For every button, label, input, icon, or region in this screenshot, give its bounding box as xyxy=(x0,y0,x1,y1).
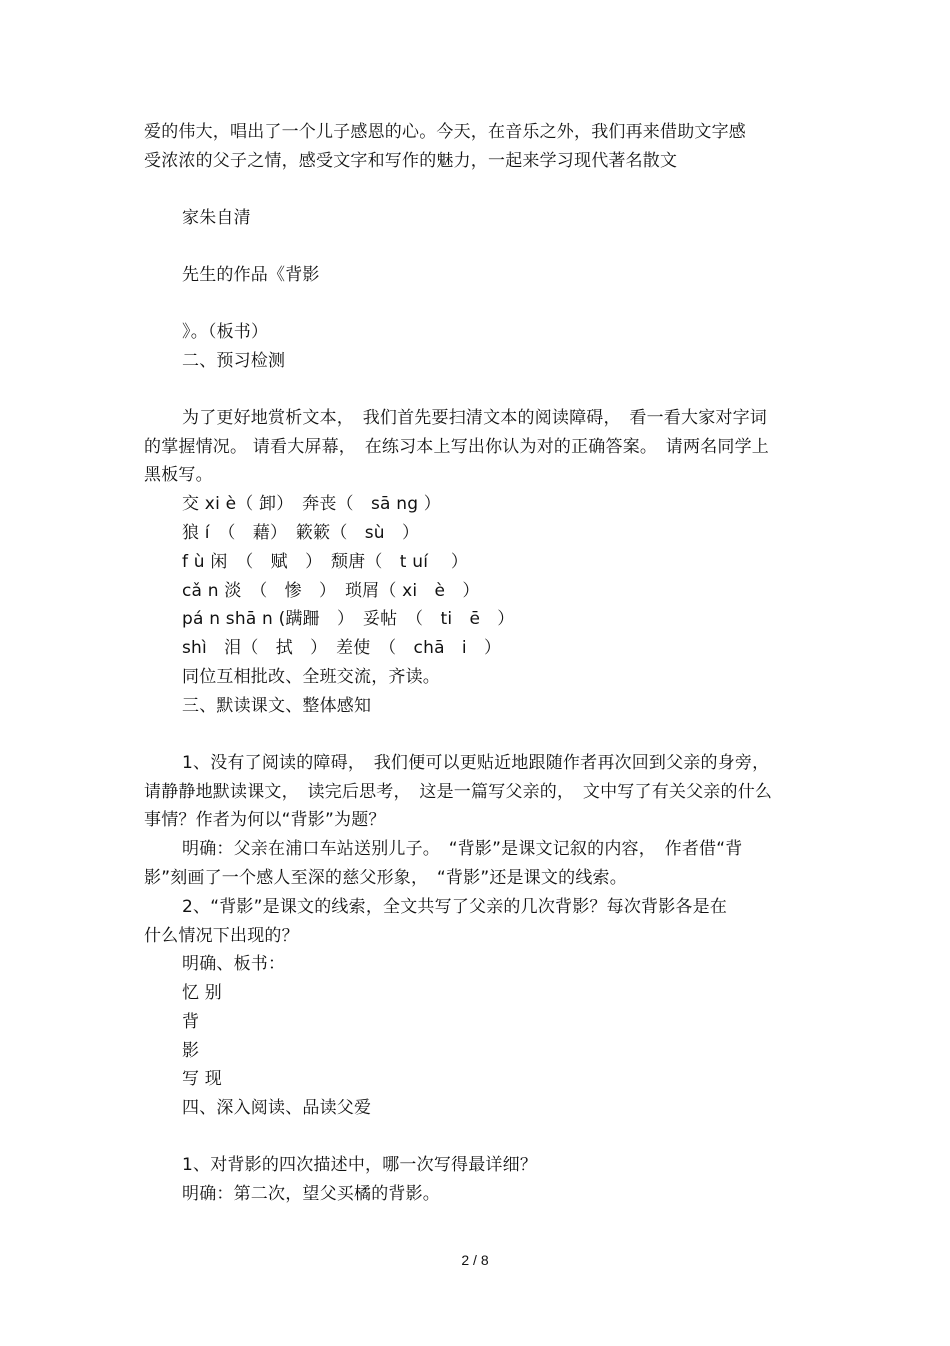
section-heading: 二、预习检测 xyxy=(182,351,286,371)
text-line: 受浓浓的父子之情，感受文字和写作的魅力，一起来学习现代著名散文 xyxy=(144,151,678,171)
vocab-line: pá n shā n (蹒跚 ） 妥帖 （ ti ē ） xyxy=(182,609,515,629)
vocab-line: cǎ n 淡 （ 惨 ） 琐屑（ xi è ） xyxy=(182,581,480,601)
text-line: 同位互相批改、全班交流，齐读。 xyxy=(182,667,440,687)
text-line: 请静静地默读课文， 读完后思考， 这是一篇写父亲的， 文中写了有关父亲的什么 xyxy=(144,782,773,802)
section-heading: 三、默读课文、整体感知 xyxy=(182,696,372,716)
text-line: 的掌握情况。 请看大屏幕， 在练习本上写出你认为对的正确答案。 请两名同学上 xyxy=(144,437,770,457)
board-note: 影 xyxy=(182,1041,200,1061)
text-line: 黑板写。 xyxy=(144,465,213,485)
text-line: 明确：父亲在浦口车站送别儿子。 “背影”是课文记叙的内容， 作者借“背 xyxy=(182,839,743,859)
text-line: 明确、板书： xyxy=(182,954,286,974)
text-line: 事情？作者为何以“背影”为题？ xyxy=(144,810,386,830)
section-heading: 四、深入阅读、品读父爱 xyxy=(182,1098,372,1118)
text-line: 什么情况下出现的？ xyxy=(144,926,299,946)
page-number: 2 / 8 xyxy=(461,1252,489,1268)
vocab-line: 狼 í （ 藉） 簌簌（ sù ） xyxy=(182,523,420,543)
board-note: 忆 别 xyxy=(182,983,223,1003)
board-note: 背 xyxy=(182,1012,200,1032)
text-line: 影”刻画了一个感人至深的慈父形象， “背影”还是课文的线索。 xyxy=(144,868,627,888)
text-line: 先生的作品《背影 xyxy=(182,265,320,285)
vocab-line: shì 泪（ 拭 ） 差使 （ chā i ） xyxy=(182,638,502,658)
text-line: 明确：第二次，望父买橘的背影。 xyxy=(182,1184,440,1204)
text-line: 1、没有了阅读的障碍， 我们便可以更贴近地跟随作者再次回到父亲的身旁， xyxy=(182,753,770,773)
text-line: 1、对背影的四次描述中，哪一次写得最详细？ xyxy=(182,1155,538,1175)
text-line: 2、“背影”是课文的线索，全文共写了父亲的几次背影？每次背影各是在 xyxy=(182,897,728,917)
board-note: 写 现 xyxy=(182,1069,223,1089)
text-line: 为了更好地赏析文本， 我们首先要扫清文本的阅读障碍， 看一看大家对字词 xyxy=(182,408,767,428)
text-line: 爱的伟大，唱出了一个儿子感恩的心。今天，在音乐之外，我们再来借助文字感 xyxy=(144,122,746,142)
text-line: 》。（板书） xyxy=(182,322,269,342)
vocab-line: f ù 闲 （ 赋 ） 颓唐（ t uí ） xyxy=(182,552,469,572)
vocab-line: 交 xi è（ 卸） 奔丧（ sā ng ） xyxy=(182,494,442,514)
text-line: 家朱自清 xyxy=(182,208,251,228)
